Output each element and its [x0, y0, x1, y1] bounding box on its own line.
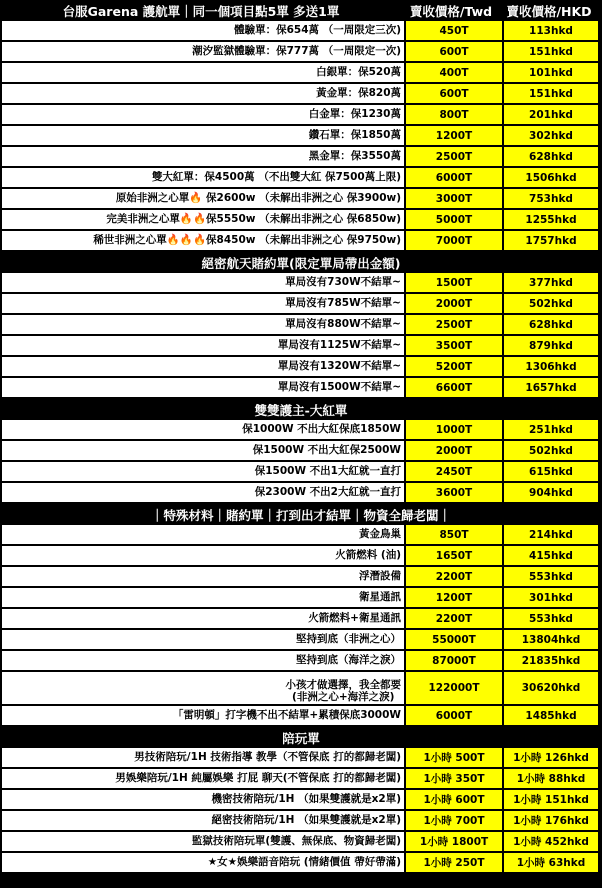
price-row [0, 357, 602, 378]
header-col-hkd: 賣收價格/HKD [506, 3, 592, 19]
price-hkd: 201hkd [502, 105, 598, 124]
price-row [0, 126, 602, 147]
row-label: 黃金鳥巢 [2, 525, 404, 544]
price-row [0, 769, 602, 790]
price-hkd: 753hkd [502, 189, 598, 208]
price-twd: 1小時 1800T [404, 832, 502, 851]
price-hkd: 13804hkd [502, 630, 598, 649]
price-twd: 2200T [404, 567, 502, 586]
price-row [0, 630, 602, 651]
price-hkd: 628hkd [502, 147, 598, 166]
price-twd: 1小時 500T [404, 748, 502, 767]
price-twd: 1200T [404, 126, 502, 145]
price-twd: 5000T [404, 210, 502, 229]
price-twd: 600T [404, 42, 502, 61]
price-hkd: 415hkd [502, 546, 598, 565]
price-hkd: 151hkd [502, 84, 598, 103]
row-label: 堅持到底（海洋之淚） [2, 651, 404, 670]
price-twd: 1小時 600T [404, 790, 502, 809]
row-label: 單局沒有730W不結單~ [2, 273, 404, 292]
table-header [0, 0, 602, 21]
price-twd: 400T [404, 63, 502, 82]
row-label: 雙大紅單：保4500萬 （不出雙大紅 保7500萬上限) [2, 168, 404, 187]
price-row [0, 609, 602, 630]
price-hkd: 1506hkd [502, 168, 598, 187]
row-label: 衛星通訊 [2, 588, 404, 607]
price-row [0, 651, 602, 672]
price-twd: 2000T [404, 441, 502, 460]
price-row [0, 378, 602, 399]
price-hkd: 1255hkd [502, 210, 598, 229]
price-hkd: 30620hkd [502, 672, 598, 704]
price-row [0, 42, 602, 63]
section-title: ｜特殊材料｜賭約單｜打到出才結單｜物資全歸老闆｜ [150, 507, 451, 523]
price-row [0, 168, 602, 189]
price-hkd: 302hkd [502, 126, 598, 145]
price-hkd: 502hkd [502, 294, 598, 313]
row-label: 原始非洲之心單🔥 保2600w （未解出非洲之心 保3900w) [2, 189, 404, 208]
row-label: ★女★娛樂語音陪玩 (情緒價值 帶好帶滿) [2, 853, 404, 872]
price-twd: 3000T [404, 189, 502, 208]
price-row [0, 105, 602, 126]
price-twd: 2200T [404, 609, 502, 628]
price-hkd: 553hkd [502, 567, 598, 586]
row-label: 單局沒有785W不結單~ [2, 294, 404, 313]
row-label: 完美非洲之心單🔥🔥保5550w （未解出非洲之心 保6850w) [2, 210, 404, 229]
price-row [0, 441, 602, 462]
row-label: 單局沒有1500W不結單~ [2, 378, 404, 397]
price-twd: 600T [404, 84, 502, 103]
row-label [2, 672, 404, 704]
price-hkd: 1小時 176hkd [502, 811, 598, 830]
price-hkd: 113hkd [502, 21, 598, 40]
price-hkd: 251hkd [502, 420, 598, 439]
row-label: 浮潛設備 [2, 567, 404, 586]
price-row [0, 336, 602, 357]
row-label: 黑金單：保3550萬 [2, 147, 404, 166]
row-label: 「雷明頓」打字機不出不結單+累積保底3000W [2, 706, 404, 725]
price-row [0, 811, 602, 832]
price-row [0, 706, 602, 727]
price-row [0, 567, 602, 588]
section-title: 陪玩單 [282, 730, 320, 746]
row-label: 保1500W 不出大紅保2500W [2, 441, 404, 460]
row-label: 稀世非洲之心單🔥🔥🔥保8450w （未解出非洲之心 保9750w) [2, 231, 404, 250]
price-twd: 6600T [404, 378, 502, 397]
price-twd: 2450T [404, 462, 502, 481]
price-row [0, 210, 602, 231]
price-row [0, 147, 602, 168]
price-hkd: 615hkd [502, 462, 598, 481]
price-twd: 6000T [404, 706, 502, 725]
price-twd: 87000T [404, 651, 502, 670]
price-hkd: 904hkd [502, 483, 598, 502]
price-twd: 5200T [404, 357, 502, 376]
price-twd: 6000T [404, 168, 502, 187]
section-title: 雙雙護主-大紅單 [254, 402, 348, 418]
price-row [0, 832, 602, 853]
price-hkd: 101hkd [502, 63, 598, 82]
row-label-line2: (非洲之心+海洋之淚) [292, 691, 395, 704]
row-label: 火箭燃料 (油) [2, 546, 404, 565]
row-label-line1: 小孩才做選擇，我全都要 [285, 678, 401, 691]
row-label: 單局沒有880W不結單~ [2, 315, 404, 334]
price-row [0, 189, 602, 210]
row-label: 白金單：保1230萬 [2, 105, 404, 124]
row-label: 火箭燃料+衛星通訊 [2, 609, 404, 628]
price-row [0, 790, 602, 811]
price-row [0, 84, 602, 105]
price-twd: 1小時 700T [404, 811, 502, 830]
row-label: 保2300W 不出2大紅就一直打 [2, 483, 404, 502]
price-row [0, 748, 602, 769]
price-hkd: 377hkd [502, 273, 598, 292]
price-twd: 850T [404, 525, 502, 544]
price-hkd: 502hkd [502, 441, 598, 460]
price-row [0, 672, 602, 706]
price-hkd: 1小時 88hkd [502, 769, 598, 788]
price-hkd: 1306hkd [502, 357, 598, 376]
price-twd: 2000T [404, 294, 502, 313]
price-twd: 2500T [404, 315, 502, 334]
header-col-twd: 賣收價格/Twd [409, 3, 493, 19]
section-title: 絕密航天賭約單(限定單局帶出金額) [201, 255, 401, 271]
row-label: 單局沒有1125W不結單~ [2, 336, 404, 355]
price-twd: 1500T [404, 273, 502, 292]
price-row [0, 546, 602, 567]
price-row [0, 21, 602, 42]
price-hkd: 879hkd [502, 336, 598, 355]
price-twd: 3500T [404, 336, 502, 355]
price-row [0, 462, 602, 483]
price-row [0, 294, 602, 315]
price-hkd: 1小時 151hkd [502, 790, 598, 809]
price-hkd: 628hkd [502, 315, 598, 334]
price-hkd: 1485hkd [502, 706, 598, 725]
price-twd: 450T [404, 21, 502, 40]
price-twd: 1200T [404, 588, 502, 607]
row-label: 堅持到底（非洲之心） [2, 630, 404, 649]
row-label: 機密技術陪玩/1H （如果雙護就是x2單) [2, 790, 404, 809]
price-hkd: 1657hkd [502, 378, 598, 397]
price-row [0, 525, 602, 546]
price-twd: 1650T [404, 546, 502, 565]
price-hkd: 151hkd [502, 42, 598, 61]
price-twd: 7000T [404, 231, 502, 250]
price-twd: 3600T [404, 483, 502, 502]
price-twd: 1小時 350T [404, 769, 502, 788]
price-row [0, 231, 602, 252]
row-label: 鑽石單：保1850萬 [2, 126, 404, 145]
row-label: 黃金單：保820萬 [2, 84, 404, 103]
price-hkd: 301hkd [502, 588, 598, 607]
row-label: 白銀單：保520萬 [2, 63, 404, 82]
price-hkd: 1小時 452hkd [502, 832, 598, 851]
row-label: 單局沒有1320W不結單~ [2, 357, 404, 376]
price-hkd: 1小時 126hkd [502, 748, 598, 767]
price-hkd: 214hkd [502, 525, 598, 544]
row-label: 監獄技術陪玩單(雙護、無保底、物資歸老闆) [2, 832, 404, 851]
row-label: 男技術陪玩/1H 技術指導 教學（不管保底 打的都歸老闆) [2, 748, 404, 767]
row-label: 男娛樂陪玩/1H 純屬娛樂 打屁 聊天(不管保底 打的都歸老闆) [2, 769, 404, 788]
price-twd: 122000T [404, 672, 502, 704]
price-hkd: 553hkd [502, 609, 598, 628]
price-row [0, 63, 602, 84]
price-hkd: 1小時 63hkd [502, 853, 598, 872]
price-row [0, 420, 602, 441]
price-hkd: 1757hkd [502, 231, 598, 250]
price-row [0, 483, 602, 504]
price-row [0, 588, 602, 609]
price-row [0, 315, 602, 336]
price-row [0, 853, 602, 874]
price-hkd: 21835hkd [502, 651, 598, 670]
price-row [0, 273, 602, 294]
row-label: 保1000W 不出大紅保底1850W [2, 420, 404, 439]
price-twd: 1000T [404, 420, 502, 439]
row-label: 絕密技術陪玩/1H （如果雙護就是x2單) [2, 811, 404, 830]
header-title: 台服Garena 護航單｜同一個項目點5單 多送1單 [62, 3, 340, 19]
row-label: 體驗單：保654萬 （一周限定三次) [2, 21, 404, 40]
price-twd: 800T [404, 105, 502, 124]
price-twd: 1小時 250T [404, 853, 502, 872]
price-twd: 2500T [404, 147, 502, 166]
price-twd: 55000T [404, 630, 502, 649]
row-label: 潮汐監獄體驗單：保777萬 （一周限定一次) [2, 42, 404, 61]
row-label: 保1500W 不出1大紅就一直打 [2, 462, 404, 481]
